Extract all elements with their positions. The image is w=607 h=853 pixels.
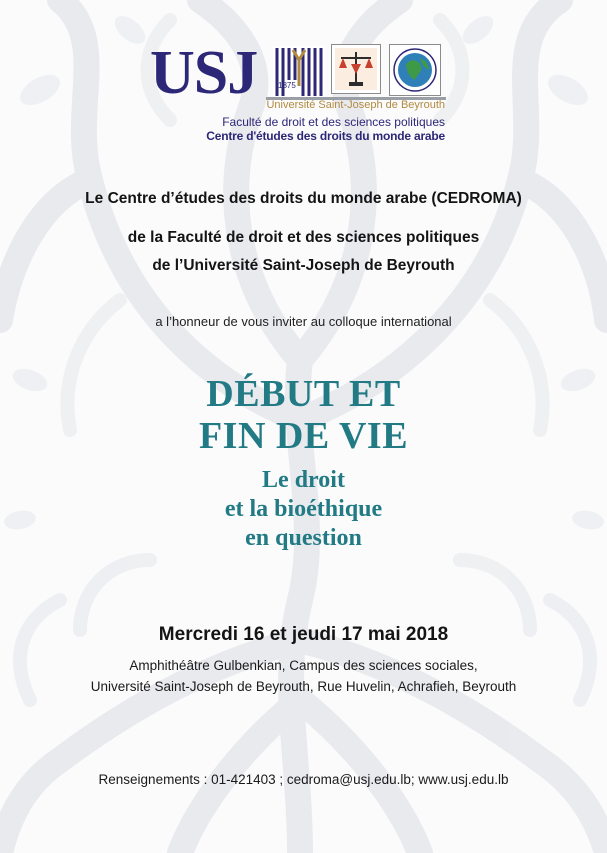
logo-header [150,40,450,150]
law-faculty-scales-icon [331,44,381,94]
venue-line-2: Université Saint-Joseph de Beyrouth, Rue Huvelin, Achrafieh, Beyrouth [90,679,517,694]
centre-name: Centre d'études des droits du monde arabe [206,129,445,143]
intro-line-2: de la Faculté de droit et des sciences politiques [127,229,480,246]
invitation-text: a l’honneur de vous inviter au colloque international [155,314,452,329]
intro-line-3: de l’Université Saint-Joseph de Beyrouth [152,257,455,274]
usj-logo-text: USJ [150,39,258,107]
subtitle-line-2: et la bioéthique [224,496,383,522]
university-name: Université Saint-Joseph de Beyrouth [266,99,445,111]
subtitle-line-3: en question [245,525,362,551]
title-line-1: DÉBUT ET [206,373,401,415]
contact-info: Renseignements : 01-421403 ; cedroma@usj.edu.lb; www.usj.edu.lb [98,772,509,787]
usj-year: 1875 [278,81,296,90]
subtitle-line-1: Le droit [262,467,345,493]
usj-emblem-icon [273,46,325,98]
venue-line-1: Amphithéâtre Gulbenkian, Campus des sciences sociales, [129,658,478,673]
intro-line-1: Le Centre d’études des droits du monde arabe (CEDROMA) [85,190,522,207]
event-date: Mercredi 16 et jeudi 17 mai 2018 [158,624,449,645]
cedroma-globe-icon [389,44,441,96]
title-line-2: FIN DE VIE [198,415,409,457]
faculty-name: Faculté de droit et des sciences politiques [222,115,445,129]
